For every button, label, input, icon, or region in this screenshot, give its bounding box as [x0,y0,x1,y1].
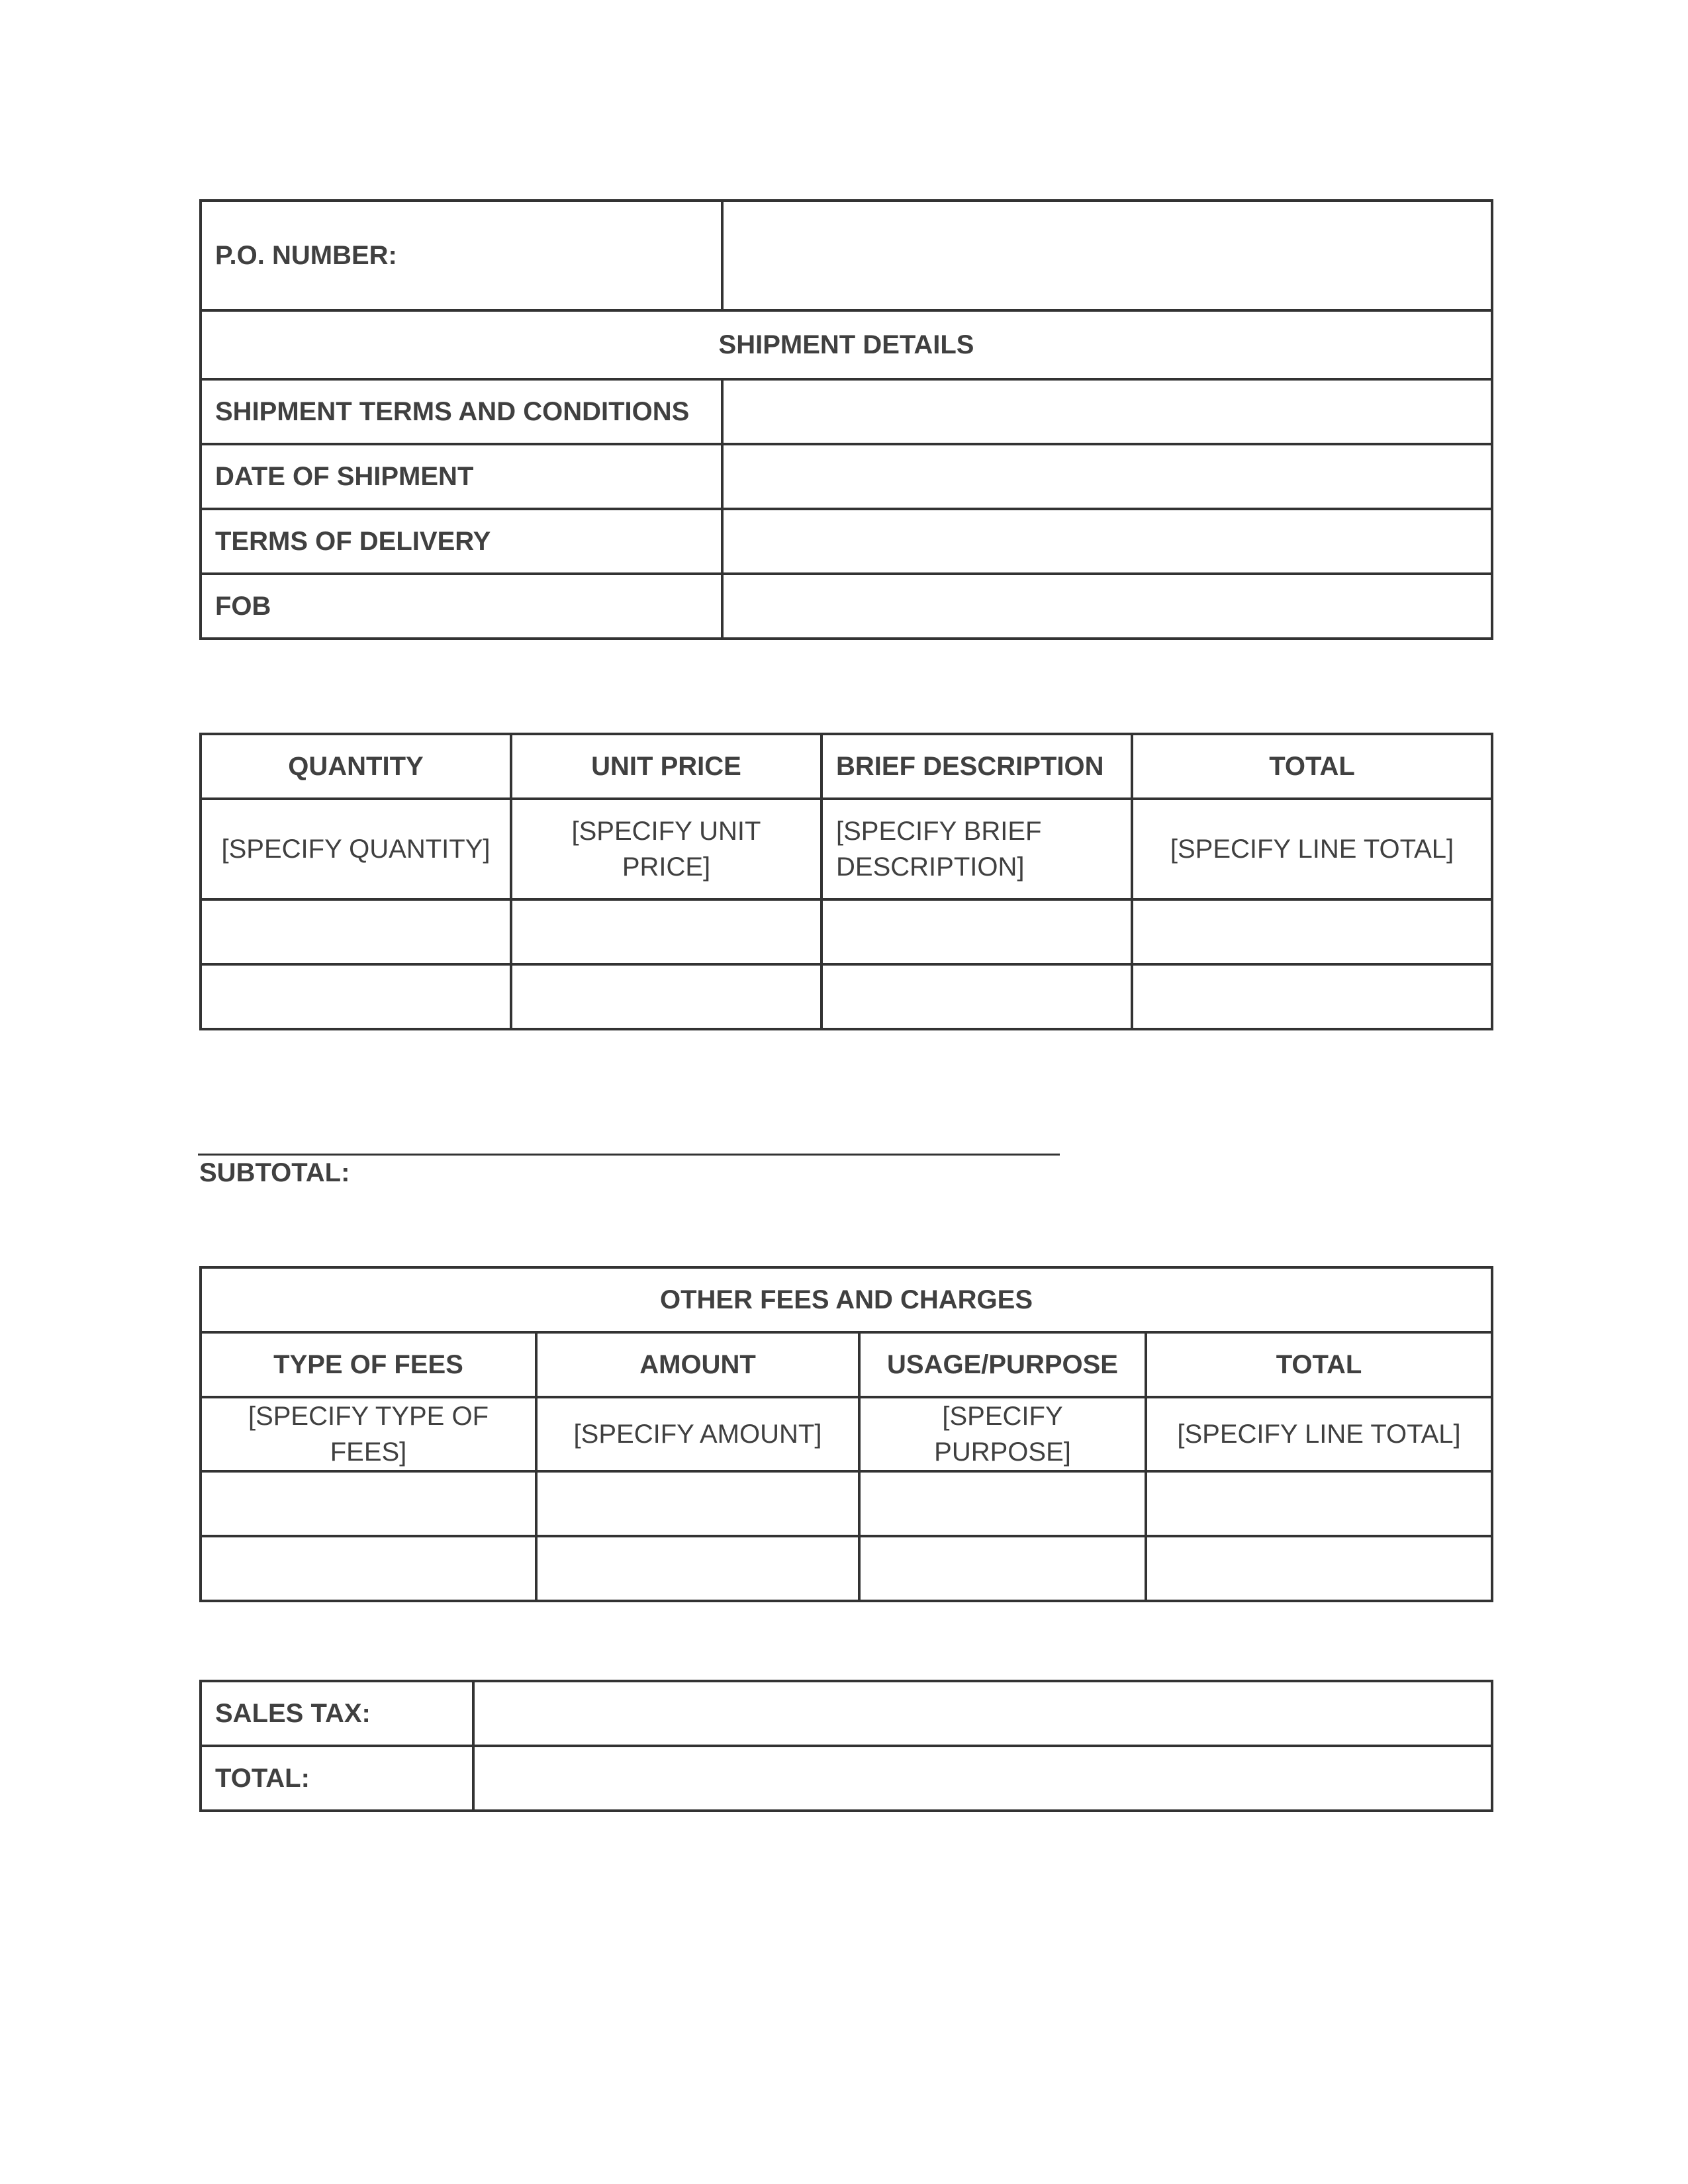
total-row [201,1746,1492,1811]
quantity-cell[interactable]: [SPECIFY QUANTITY] [201,799,511,899]
column-header-usage-purpose: USAGE/PURPOSE [859,1332,1146,1397]
totals-table [199,1680,1493,1812]
table-row [201,1536,1492,1601]
brief-description-cell[interactable] [821,899,1132,964]
type-of-fees-cell[interactable] [201,1471,536,1536]
table-row [201,1397,1492,1471]
amount-cell[interactable] [536,1471,859,1536]
quantity-cell[interactable] [201,964,511,1029]
line-total-cell[interactable] [1132,899,1492,964]
table-row [201,1471,1492,1536]
other-fees-table [199,1266,1493,1602]
other-fees-header-row [201,1332,1492,1397]
column-header-brief-description: BRIEF DESCRIPTION [821,734,1132,799]
line-items-header-row [201,734,1492,799]
shipment-terms-row [201,379,1492,444]
purpose-cell[interactable] [859,1471,1146,1536]
date-of-shipment-field[interactable] [722,444,1492,509]
sales-tax-field[interactable] [473,1681,1492,1746]
line-total-cell[interactable]: [SPECIFY LINE TOTAL] [1132,799,1492,899]
fob-label: FOB [201,574,722,639]
other-fees-title-row [201,1267,1492,1332]
unit-price-cell[interactable]: [SPECIFY UNIT PRICE] [511,799,821,899]
line-total-cell[interactable]: [SPECIFY LINE TOTAL] [1146,1397,1492,1471]
subtotal-line [198,1154,1060,1156]
po-number-row [201,201,1492,310]
shipment-details-header-row [201,310,1492,379]
column-header-amount: AMOUNT [536,1332,859,1397]
amount-cell[interactable]: [SPECIFY AMOUNT] [536,1397,859,1471]
table-row [201,964,1492,1029]
date-of-shipment-row [201,444,1492,509]
purpose-cell[interactable]: [SPECIFY PURPOSE] [859,1397,1146,1471]
line-total-cell[interactable] [1146,1471,1492,1536]
unit-price-cell[interactable] [511,964,821,1029]
column-header-type-of-fees: TYPE OF FEES [201,1332,536,1397]
sales-tax-row [201,1681,1492,1746]
terms-of-delivery-label: TERMS OF DELIVERY [201,509,722,574]
line-items-table [199,733,1493,1030]
fob-row [201,574,1492,639]
column-header-unit-price: UNIT PRICE [511,734,821,799]
line-total-cell[interactable] [1132,964,1492,1029]
terms-of-delivery-row [201,509,1492,574]
quantity-cell[interactable] [201,899,511,964]
subtotal-label: SUBTOTAL: [199,1158,350,1187]
total-field[interactable] [473,1746,1492,1811]
total-label: TOTAL: [201,1746,473,1811]
purpose-cell[interactable] [859,1536,1146,1601]
unit-price-cell[interactable] [511,899,821,964]
brief-description-cell[interactable]: [SPECIFY BRIEF DESCRIPTION] [821,799,1132,899]
table-row [201,899,1492,964]
po-number-label: P.O. NUMBER: [201,201,722,310]
column-header-total: TOTAL [1146,1332,1492,1397]
fob-field[interactable] [722,574,1492,639]
po-number-field[interactable] [722,201,1492,310]
shipment-terms-field[interactable] [722,379,1492,444]
shipment-terms-label: SHIPMENT TERMS AND CONDITIONS [201,379,722,444]
shipment-details-title: SHIPMENT DETAILS [201,310,1492,379]
amount-cell[interactable] [536,1536,859,1601]
type-of-fees-cell[interactable] [201,1536,536,1601]
date-of-shipment-label: DATE OF SHIPMENT [201,444,722,509]
column-header-total: TOTAL [1132,734,1492,799]
brief-description-cell[interactable] [821,964,1132,1029]
type-of-fees-cell[interactable]: [SPECIFY TYPE OF FEES] [201,1397,536,1471]
terms-of-delivery-field[interactable] [722,509,1492,574]
shipment-details-table [199,199,1493,640]
line-total-cell[interactable] [1146,1536,1492,1601]
table-row [201,799,1492,899]
other-fees-title: OTHER FEES AND CHARGES [201,1267,1492,1332]
column-header-quantity: QUANTITY [201,734,511,799]
sales-tax-label: SALES TAX: [201,1681,473,1746]
